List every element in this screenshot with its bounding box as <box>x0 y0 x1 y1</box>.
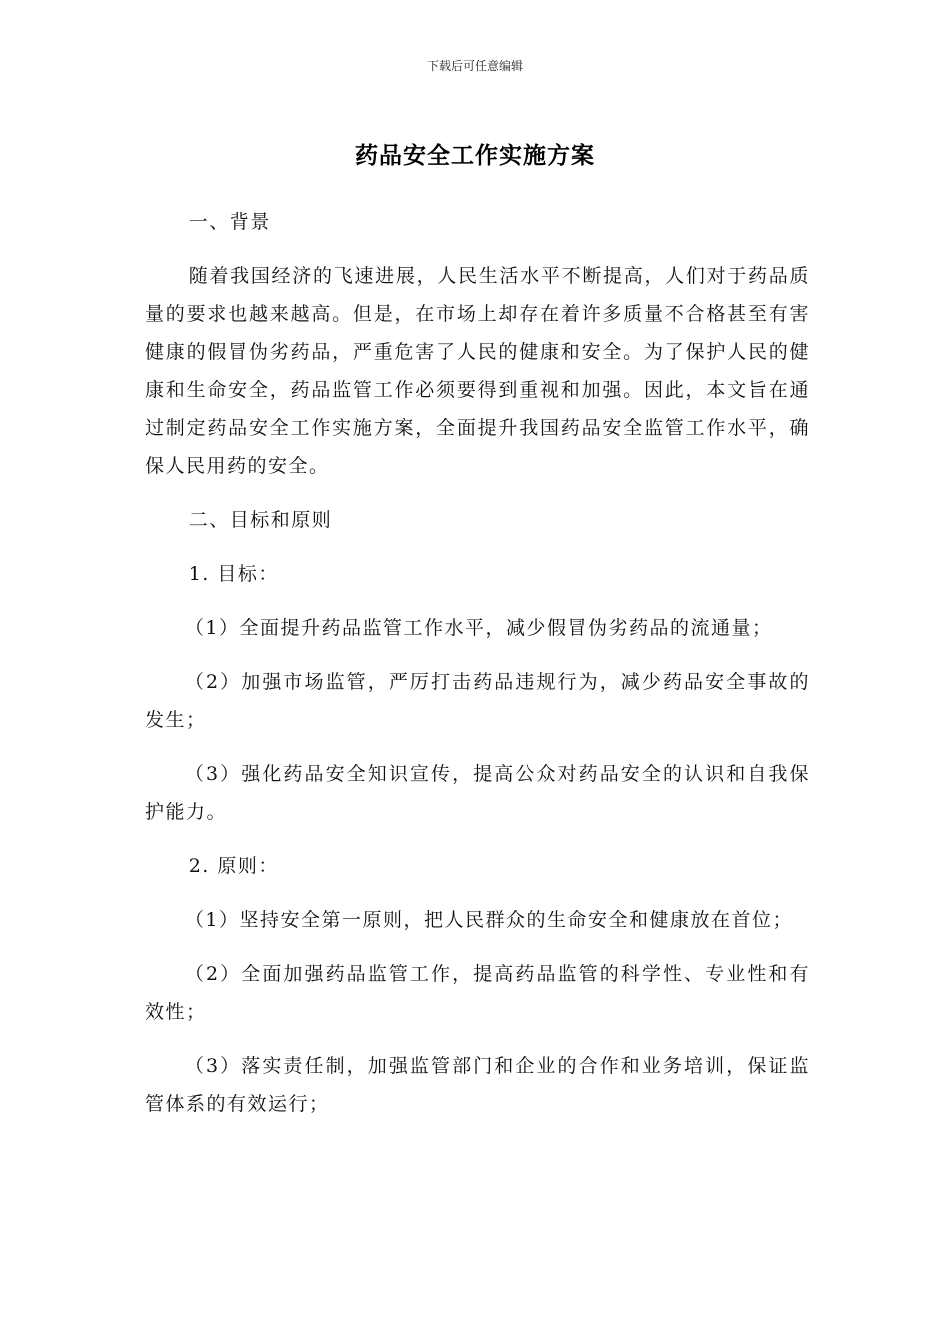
document-body <box>145 203 810 1139</box>
document-title: 药品安全工作实施方案 <box>355 143 595 169</box>
goal-item: （3）强化药品安全知识宣传，提高公众对药品安全的认识和自我保护能力。 <box>145 763 810 823</box>
goal-item: （2）加强市场监管，严厉打击药品违规行为，减少药品安全事故的发生； <box>145 671 810 731</box>
principle-item: （1）坚持安全第一原则，把人民群众的生命安全和健康放在首位； <box>184 909 793 931</box>
goal-item: （1）全面提升药品监管工作水平，减少假冒伪劣药品的流通量； <box>184 617 773 639</box>
subheading-goals: 1. 目标： <box>188 563 279 585</box>
section-heading-goals-principles: 二、目标和原则 <box>188 509 333 531</box>
principle-item: （3）落实责任制，加强监管部门和企业的合作和业务培训，保证监管体系的有效运行； <box>145 1055 810 1115</box>
principle-item: （2）全面加强药品监管工作，提高药品监管的科学性、专业性和有效性； <box>145 963 810 1023</box>
section-heading-background: 一、背景 <box>188 211 271 233</box>
header-note: 下载后可任意编辑 <box>426 59 523 73</box>
paragraph-background: 随着我国经济的飞速进展，人民生活水平不断提高，人们对于药品质量的要求也越来越高。但是，在市场上却存在着许多质量不合格甚至有害健康的假冒伪劣药品，严重危害了人民的健康和安全。为了保护人民的健康和生命安全，药品监管工作必须要得到重视和加强。因此，本文旨在通过制定药品安全工作实施方案，全面提升我国药品安全监管工作水平，确保人民用药的安全。 <box>145 265 810 477</box>
subheading-principles: 2. 原则： <box>188 855 279 877</box>
